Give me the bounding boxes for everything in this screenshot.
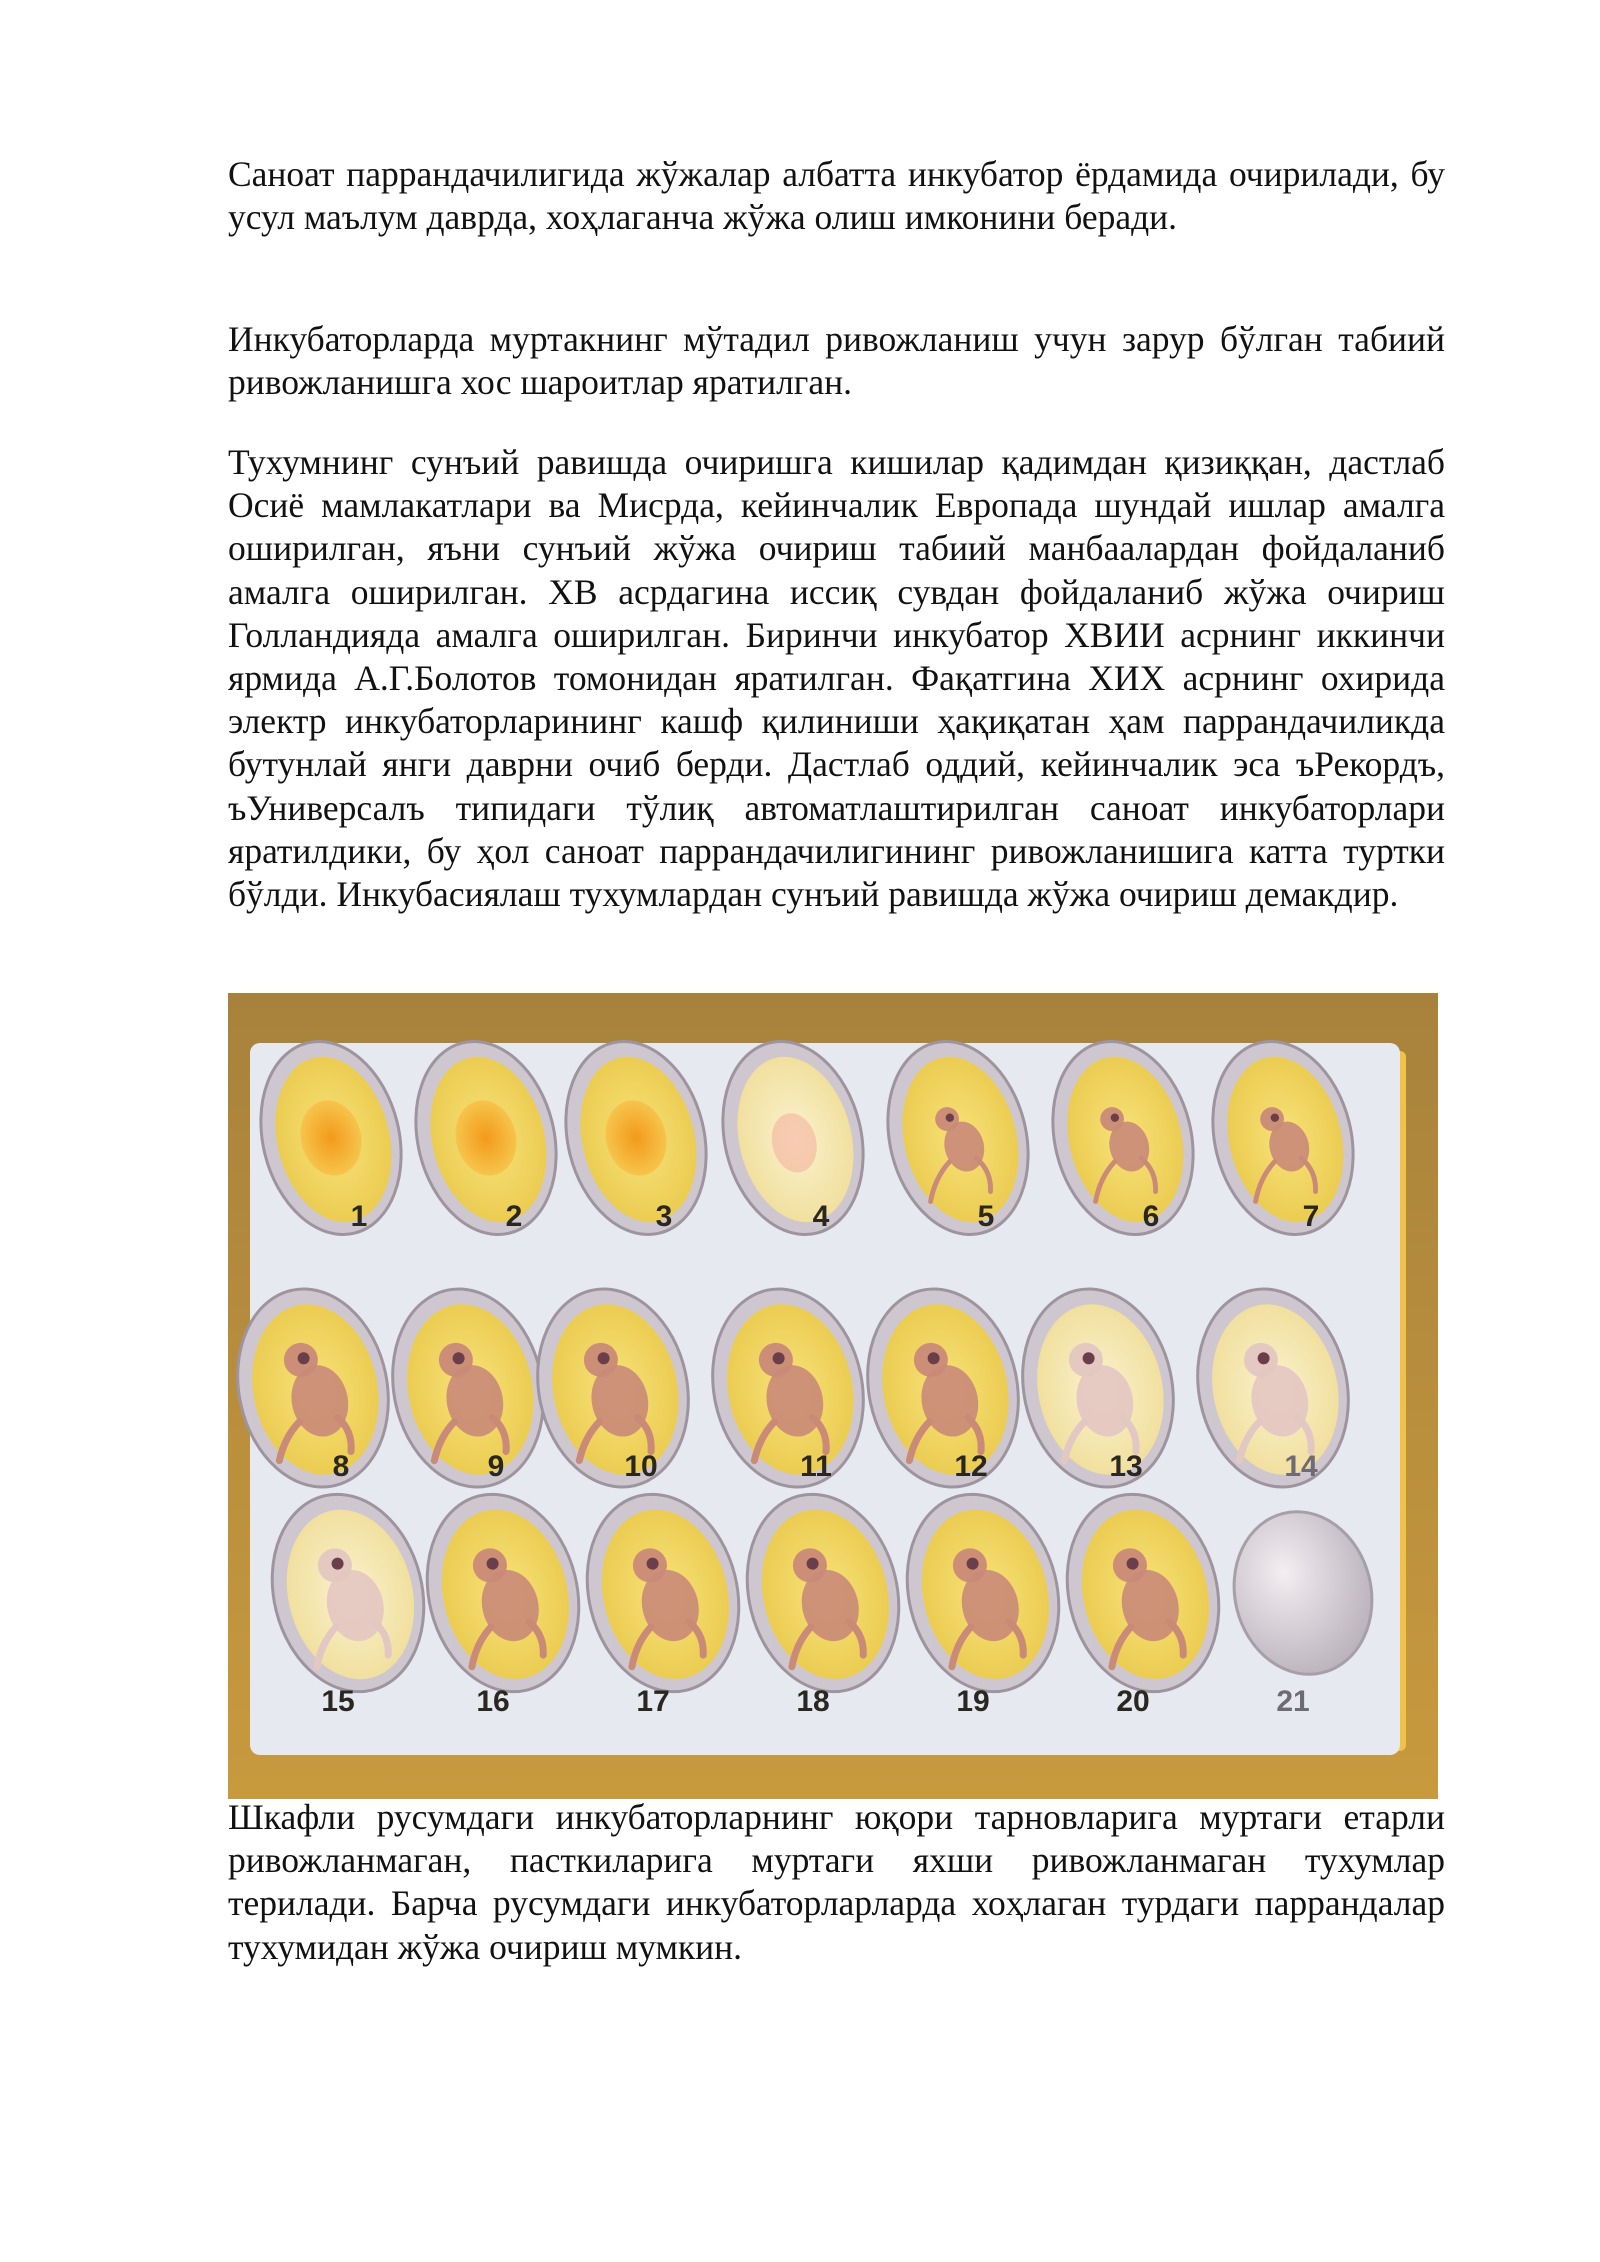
egg-label-13: 13 bbox=[1109, 1450, 1143, 1483]
egg-label-1: 1 bbox=[350, 1200, 368, 1233]
paragraph-intro: Саноат паррандачилигида жўжалар албатта инкубатор ёрдамида очирилади, бу усул маълум даврда, хоҳлаганча жўжа олиш имконини беради. bbox=[228, 154, 1445, 238]
egg-label-21: 21 bbox=[1276, 1685, 1310, 1718]
paragraph-conditions: Инкубаторларда муртакнинг мўтадил ривожланиш учун зарур бўлган табиий ривожланишга хос шароитлар яратилган. bbox=[228, 319, 1445, 403]
egg-label-17: 17 bbox=[636, 1685, 670, 1718]
egg-label-10: 10 bbox=[624, 1450, 658, 1483]
egg-label-14: 14 bbox=[1284, 1450, 1318, 1483]
egg-label-7: 7 bbox=[1302, 1200, 1320, 1233]
egg-label-15: 15 bbox=[321, 1685, 355, 1718]
egg-label-16: 16 bbox=[476, 1685, 510, 1718]
egg-label-5: 5 bbox=[977, 1200, 995, 1233]
egg-label-12: 12 bbox=[954, 1450, 988, 1483]
egg-label-11: 11 bbox=[800, 1450, 832, 1483]
egg-label-6: 6 bbox=[1142, 1200, 1160, 1233]
egg-label-3: 3 bbox=[655, 1200, 673, 1233]
egg-label-19: 19 bbox=[956, 1685, 990, 1718]
embryo-development-photo bbox=[228, 993, 1438, 1799]
paragraph-history: Тухумнинг сунъий равишда очиришга кишилар қадимдан қизиққан, дастлаб Осиё мамлакатлари ва Мисрда, кейинчалик Европада шундай ишлар амалга оширилган, яъни сунъий жўжа очириш табиий манбаалардан фойдаланиб амалга оширилган. XВ асрдагина иссиқ сувдан фойдаланиб жўжа очириш Голландияда амалга оширилган. Биринчи инкубатор ХВИИ асрнинг иккинчи ярмида А.Г.Болотов томонидан яратилган. Фақатгина ХИХ асрнинг охирида электр инкубаторларининг кашф қилиниши ҳақиқатан ҳам паррандачиликда бутунлай янги даврни очиб берди. Дастлаб оддий, кейинчалик эса ъРекордъ, ъУниверсалъ типидаги тўлиқ автоматлаштирилган саноат инкубаторлари яратилдики, бу ҳол саноат паррандачилигининг ривожланишига катта туртки бўлди. Инкубасиялаш тухумлардан сунъий равишда жўжа очириш демакдир. bbox=[228, 442, 1445, 915]
egg-label-18: 18 bbox=[796, 1685, 830, 1718]
egg-label-20: 20 bbox=[1116, 1685, 1150, 1718]
egg-label-2: 2 bbox=[505, 1200, 523, 1233]
paragraph-loading: Шкафли русумдаги инкубаторларнинг юқори тарновларига муртаги етарли ривожланмаган, пасткиларига муртаги яхши ривожланмаган тухумлар терилади. Барча русумдаги инкубаторларларда хоҳлаган турдаги паррандалар тухумидан жўжа очириш мумкин. bbox=[228, 1797, 1445, 1967]
egg-label-9: 9 bbox=[487, 1450, 505, 1483]
egg-label-4: 4 bbox=[812, 1200, 830, 1233]
egg-label-8: 8 bbox=[332, 1450, 350, 1483]
